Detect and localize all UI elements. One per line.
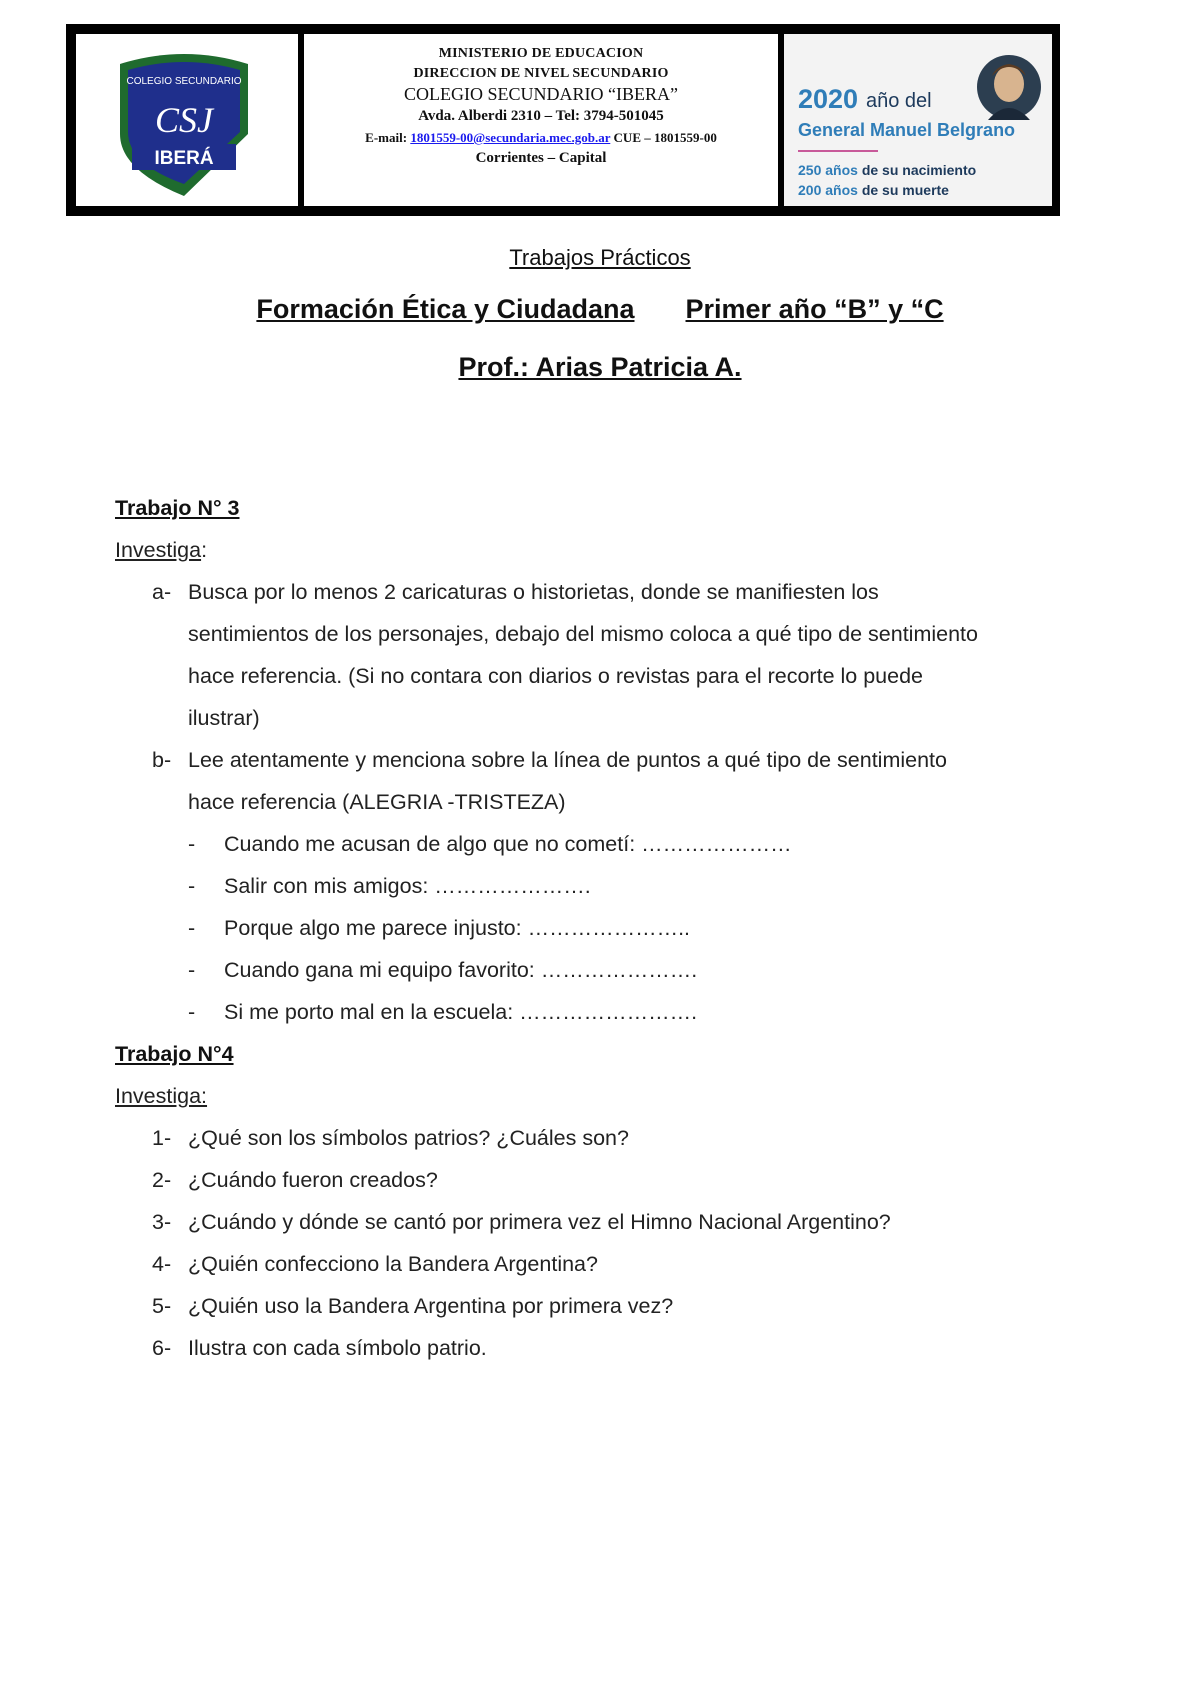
practical-work-title: Trabajos Prácticos — [509, 245, 691, 270]
item-a-marker: a- — [152, 580, 172, 604]
birth-anniversary — [798, 162, 976, 178]
question-number: 2- — [152, 1168, 172, 1192]
death-text: de su muerte — [861, 182, 949, 198]
feeling-item: Cuando gana mi equipo favorito: …………………. — [224, 958, 698, 982]
item-b-marker: b- — [152, 748, 172, 772]
pink-divider — [798, 150, 878, 152]
email-label: E-mail: — [365, 130, 408, 145]
question-number: 3- — [152, 1210, 172, 1234]
work3-heading: Trabajo N° 3 — [115, 496, 240, 520]
question-number: 4- — [152, 1252, 172, 1276]
item-a-line: ilustrar) — [188, 706, 260, 730]
logo-top-text: COLEGIO SECUNDARIO — [126, 76, 242, 87]
cue-code: CUE – 1801559-00 — [613, 130, 717, 145]
school-shield-logo — [110, 46, 258, 196]
school-logo-cell — [76, 34, 298, 206]
belgrano-name: General Manuel Belgrano — [798, 120, 1016, 140]
question-text: ¿Cuándo fueron creados? — [188, 1168, 438, 1192]
grade-title: Primer año “B” y “C — [685, 294, 944, 324]
feeling-item: Porque algo me parece injusto: ………………….. — [224, 916, 691, 940]
investiga-label: Investiga — [115, 538, 202, 562]
list-dash: - — [188, 916, 196, 940]
address-line: Avda. Alberdi 2310 – Tel: 3794-501045 — [418, 108, 664, 124]
feeling-item: Cuando me acusan de algo que no cometí: ………………… — [224, 832, 792, 856]
list-dash: - — [188, 874, 196, 898]
item-b-line: hace referencia (ALEGRIA -TRISTEZA) — [188, 790, 566, 814]
year-2020: 2020 — [798, 84, 859, 114]
question-text: ¿Cuándo y dónde se cantó por primera vez el Himno Nacional Argentino? — [188, 1210, 891, 1234]
work4-heading: Trabajo N°4 — [115, 1042, 234, 1066]
work3-investiga — [115, 538, 207, 563]
letterhead — [66, 24, 1060, 216]
list-dash: - — [188, 832, 196, 856]
subject-line — [0, 294, 1200, 325]
question-number: 5- — [152, 1294, 172, 1318]
death-years: 200 años — [798, 182, 858, 198]
birth-text: de su nacimiento — [861, 162, 977, 178]
birth-years: 250 años — [798, 162, 858, 178]
question-text: Ilustra con cada símbolo patrio. — [188, 1336, 487, 1360]
question-text: ¿Quién confecciono la Bandera Argentina? — [188, 1252, 598, 1276]
email-line — [304, 130, 778, 146]
ministry-line: MINISTERIO DE EDUCACION — [438, 46, 644, 61]
item-a-line: Busca por lo menos 2 caricaturas o historietas, donde se manifiesten los — [188, 580, 879, 604]
question-text: ¿Qué son los símbolos patrios? ¿Cuáles son? — [188, 1126, 629, 1150]
subject-title: Formación Ética y Ciudadana — [256, 294, 635, 324]
year-suffix: año del — [866, 90, 932, 112]
belgrano-anniversary-cell — [784, 34, 1052, 206]
direction-line: DIRECCION DE NIVEL SECUNDARIO — [413, 66, 669, 81]
item-a-line: hace referencia. (Si no contara con diarios o revistas para el recorte lo puede — [188, 664, 923, 688]
work4-investiga: Investiga: — [115, 1084, 208, 1108]
question-number: 1- — [152, 1126, 172, 1150]
question-number: 6- — [152, 1336, 172, 1360]
feeling-item: Si me porto mal en la escuela: ……………………. — [224, 1000, 698, 1024]
city-line: Corrientes – Capital — [475, 150, 607, 166]
belgrano-portrait-icon — [976, 54, 1042, 120]
school-name: COLEGIO SECUNDARIO “IBERA” — [404, 84, 678, 104]
item-b-line: Lee atentamente y menciona sobre la línea de puntos a qué tipo de sentimiento — [188, 748, 947, 772]
professor-title: Prof.: Arias Patricia A. — [458, 352, 742, 382]
death-anniversary — [798, 182, 949, 198]
list-dash: - — [188, 958, 196, 982]
question-text: ¿Quién uso la Bandera Argentina por primera vez? — [188, 1294, 674, 1318]
email-link[interactable]: 1801559-00@secundaria.mec.gob.ar — [410, 130, 611, 145]
feeling-item: Salir con mis amigos: …………………. — [224, 874, 591, 898]
list-dash: - — [188, 1000, 196, 1024]
school-info-cell — [304, 34, 778, 206]
item-a-line: sentimientos de los personajes, debajo del mismo coloca a qué tipo de sentimiento — [188, 622, 978, 646]
investiga-colon: : — [201, 538, 208, 562]
logo-monogram: CSJ — [155, 100, 213, 140]
logo-bottom-text: IBERÁ — [154, 148, 214, 169]
